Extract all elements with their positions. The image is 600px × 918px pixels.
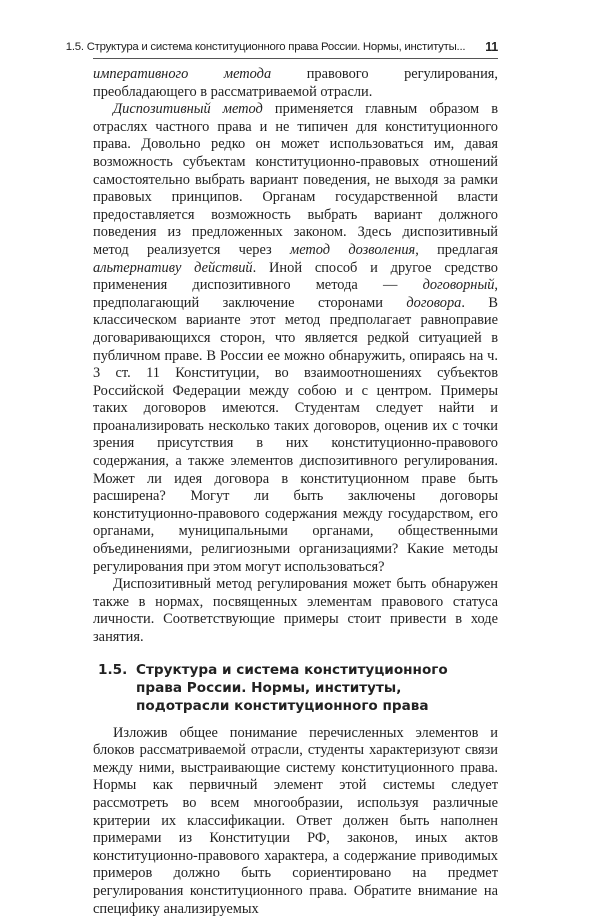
paragraph-continued bbox=[93, 66, 498, 101]
italic-term: императивного метода bbox=[93, 66, 272, 82]
section-title: Структура и система конституционного права России. Нормы, институты, подотрасли конституционного права bbox=[136, 661, 448, 714]
running-title: 1.5. Структура и система конституционного права России. Нормы, институты... bbox=[65, 41, 466, 53]
paragraph-text: , предполагающий заключение сторонами bbox=[93, 277, 498, 311]
italic-term: альтернативу действий bbox=[93, 259, 253, 276]
page-number: 11 bbox=[485, 40, 498, 54]
section-heading bbox=[93, 661, 498, 715]
paragraph-text: применяется главным образом в отраслях частного права и не типичен для конституционного права. Довольно редко он может использоваться им, давая возможность субъектам конституционно-правовых отношений самостоятельно выбрать вариант поведения, не выходя за рамки правовых принципов. Органам государственной власти предоставляется возможность выбрать вариант должного поведения из предложенных законом. Здесь диспозитивный метод реализуется через bbox=[93, 101, 498, 258]
page-body bbox=[93, 66, 498, 918]
paragraph-text: . В классическом варианте этот метод предполагает равноправие договаривающихся сторон, что является редкой ситуацией в публичном праве. В России ее можно обнаружить, опираясь на ч. 3 ст. 11 Конституции, во взаимоотношениях субъектов Российской Федерации между собою и с центром. Примеры таких договоров имеются. Студентам следует найти и проанализировать несколько таких договоров, оценив их с точки зрения присутствия в них конституционно-правового содержания, а также элементов диспозитивного регулирования. Может ли идея договора в конституционном праве быть расширена? Могут ли быть заключены договоры конституционно-правового содержания между государством, его органами, муниципальными органами, общественными объединениями, религиозными организациями? Какие методы регулирования при этом могут использоваться? bbox=[93, 294, 498, 575]
header-rule bbox=[93, 58, 498, 59]
running-head bbox=[65, 40, 498, 54]
italic-term: договора bbox=[406, 294, 462, 311]
paragraph-text: . Иной способ и другое средство применения диспозитивного метода — bbox=[93, 259, 498, 294]
paragraph-text: правового регулирования, преобладающего в рассматриваемой отрасли. bbox=[93, 66, 499, 100]
italic-term: Диспозитивный метод bbox=[113, 101, 263, 118]
paragraph-dispositive-method bbox=[93, 101, 498, 576]
paragraph-structure: Изложив общее понимание перечисленных элементов и блоков рассматриваемой отрасли, студенты характеризуют связи между ними, выстраивающие систему конституционного права. Нормы как первичный элемент этой системы следует рассмотреть во всем многообразии, используя различные критерии их классификации. Ответ должен быть наполнен примерами из Конституции РФ, законов, иных актов конституционно-правового характера, а содержание приводимых примеров должно быть сориентировано на предмет регулирования конституционного права. Обратите внимание на специфику анализируемых bbox=[93, 724, 498, 917]
paragraph-text: , предлагая bbox=[415, 241, 498, 258]
italic-term: метод дозволения bbox=[290, 241, 416, 258]
paragraph-personal-status: Диспозитивный метод регулирования может быть обнаружен также в нормах, посвященных элементам правового статуса личности. Соответствующие примеры стоит привести в ходе занятия. bbox=[93, 576, 498, 645]
section-number: 1.5. bbox=[98, 661, 128, 678]
italic-term: договорный bbox=[422, 277, 495, 294]
